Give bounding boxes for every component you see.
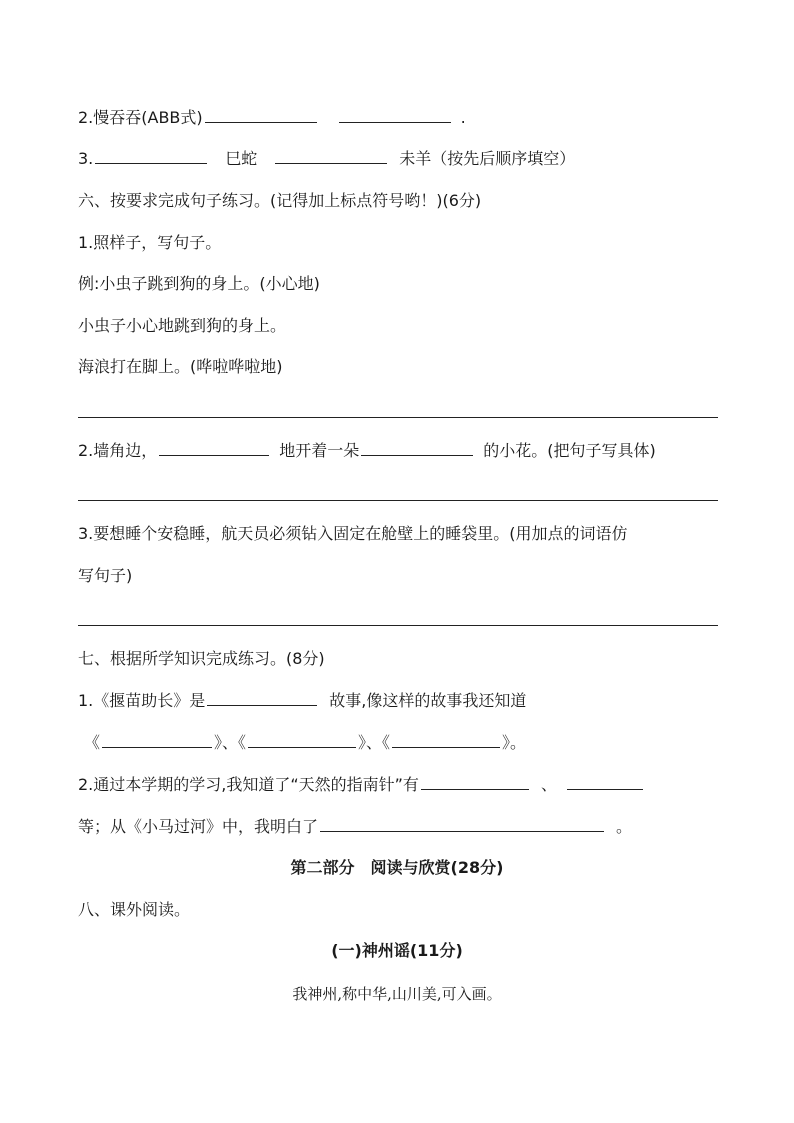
answer-blank[interactable] [361, 441, 473, 456]
q6-sub3-cont: 写句子) [78, 566, 133, 585]
answer-blank[interactable] [207, 691, 317, 706]
answer-blank[interactable] [159, 441, 269, 456]
answer-blank[interactable] [421, 775, 529, 790]
answer-line[interactable] [78, 417, 718, 418]
q7-sub2: 2.通过本学期的学习,我知道了“天然的指南针”有 、 [78, 774, 718, 796]
example-sentence: 例:小虫子跳到狗的身上。(小心地) [78, 274, 320, 293]
section-heading-8: 八、课外阅读。 [78, 900, 191, 919]
answer-blank[interactable] [102, 733, 212, 748]
q7-sub1: 1.《揠苗助长》是 故事,像这样的故事我还知道 [78, 691, 527, 710]
q7-books: 《 》、《 》、《 》。 [84, 733, 527, 752]
answer-blank[interactable] [567, 775, 643, 790]
q6-sub3: 3.要想睡个安稳睡，航天员必须钻入固定在舱壁上的睡袋里。(用加点的词语仿 [78, 524, 628, 543]
answer-blank[interactable] [95, 149, 207, 164]
poem-line: 我神州,称中华,山川美,可入画。 [292, 985, 502, 1003]
q6-sub1: 1.照样子，写句子。 [78, 233, 222, 252]
answer-blank[interactable] [392, 733, 500, 748]
q5-item-3: 3. 巳蛇 未羊（按先后顺序填空） [78, 149, 576, 168]
q6-sub2: 2.墙角边， 地开着一朵 的小花。(把句子写具体) [78, 441, 656, 460]
part-two-title: 第二部分 阅读与欣赏(28分) [290, 858, 504, 877]
answer-blank[interactable] [339, 108, 451, 123]
q5-item-2: 2.慢吞吞(ABB式) . [78, 108, 466, 127]
section-heading-7: 七、根据所学知识完成练习。(8分) [78, 649, 325, 668]
answer-blank[interactable] [275, 149, 387, 164]
passage-title: (一)神州谣(11分) [331, 941, 463, 960]
section-heading-6: 六、按要求完成句子练习。(记得加上标点符号哟！)(6分) [78, 191, 482, 210]
answer-line[interactable] [78, 625, 718, 626]
answer-blank[interactable] [320, 817, 604, 832]
answer-line[interactable] [78, 500, 718, 501]
task-sentence: 海浪打在脚上。(哗啦哗啦地) [78, 357, 283, 376]
example-answer: 小虫子小心地跳到狗的身上。 [78, 316, 287, 335]
answer-blank[interactable] [248, 733, 356, 748]
q7-sub2-cont: 等；从《小马过河》中，我明白了 。 [78, 817, 633, 836]
answer-blank[interactable] [205, 108, 317, 123]
